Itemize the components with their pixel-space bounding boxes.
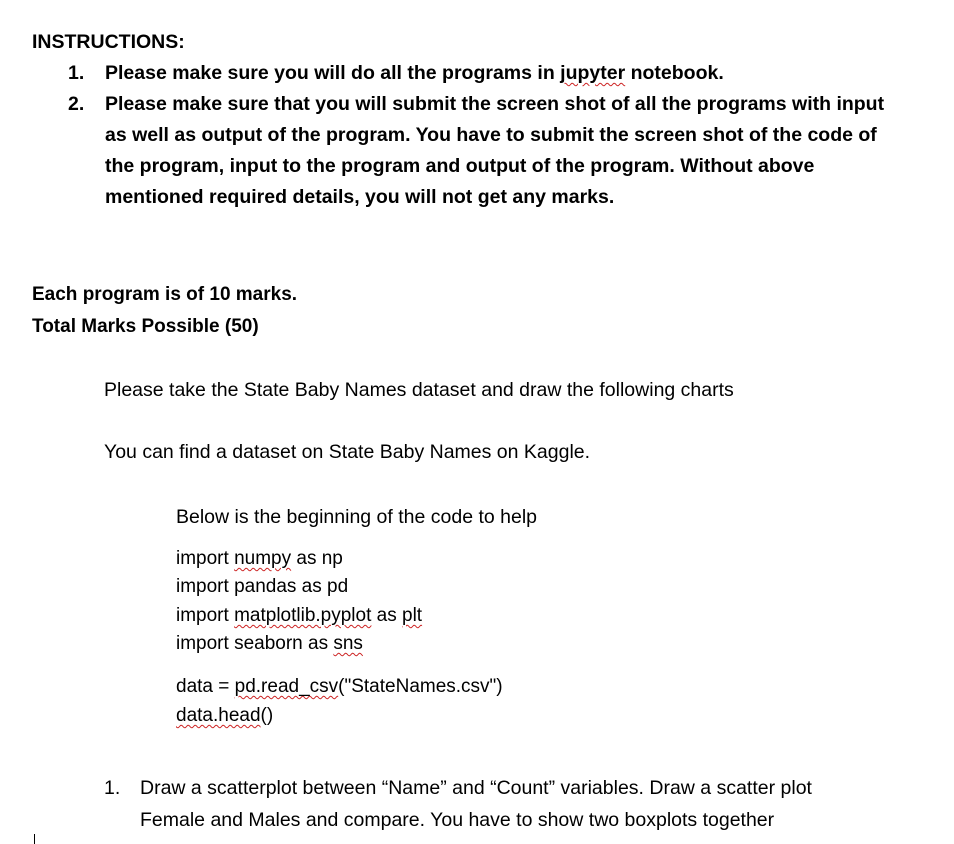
text-cursor bbox=[34, 834, 35, 844]
instruction-2-line-3: the program, input to the program and output of the program. Without above bbox=[105, 155, 815, 177]
code-caption: Below is the beginning of the code to help bbox=[176, 506, 538, 528]
instruction-2-line-1: Please make sure that you will submit the screen shot of all the programs with input bbox=[105, 93, 885, 115]
question-1-number: 1. bbox=[104, 777, 121, 799]
code-line-3: import matplotlib.pyplot as plt bbox=[176, 605, 423, 626]
code-line-6: data.head() bbox=[176, 705, 274, 726]
question-1-line-2: Female and Males and compare. You have to show two boxplots together bbox=[140, 809, 775, 831]
spellcheck-matplotlib: matplotlib.pyplot bbox=[234, 605, 372, 626]
instructions-heading: INSTRUCTIONS: bbox=[32, 31, 185, 53]
instruction-1-text: Please make sure you will do all the programs in jupyter notebook. bbox=[105, 62, 724, 84]
spellcheck-plt: plt bbox=[402, 605, 423, 626]
code-line-4: import seaborn as sns bbox=[176, 633, 363, 654]
spellcheck-sns: sns bbox=[333, 633, 363, 654]
code-line-2: import pandas as pd bbox=[176, 576, 349, 597]
instruction-2-line-4: mentioned required details, you will not get any marks. bbox=[105, 186, 615, 208]
marks-total: Total Marks Possible (50) bbox=[32, 316, 259, 337]
instruction-1-number: 1. bbox=[68, 62, 85, 84]
spellcheck-data-head: data.head bbox=[176, 705, 261, 726]
marks-each: Each program is of 10 marks. bbox=[32, 284, 298, 305]
question-1-line-1: Draw a scatterplot between “Name” and “Count” variables. Draw a scatter plot bbox=[140, 777, 812, 799]
instruction-2-number: 2. bbox=[68, 93, 85, 115]
task-intro: Please take the State Baby Names dataset and draw the following charts bbox=[104, 379, 734, 401]
code-line-5: data = pd.read_csv("StateNames.csv") bbox=[176, 676, 503, 697]
instruction-2-line-2: as well as output of the program. You have to submit the screen shot of the code of bbox=[105, 124, 877, 146]
spellcheck-numpy: numpy bbox=[234, 548, 292, 569]
code-line-1: import numpy as np bbox=[176, 548, 343, 569]
spellcheck-read-csv: pd.read_csv bbox=[234, 676, 339, 697]
spellcheck-jupyter: jupyter bbox=[560, 62, 626, 84]
task-source: You can find a dataset on State Baby Names on Kaggle. bbox=[104, 441, 591, 463]
